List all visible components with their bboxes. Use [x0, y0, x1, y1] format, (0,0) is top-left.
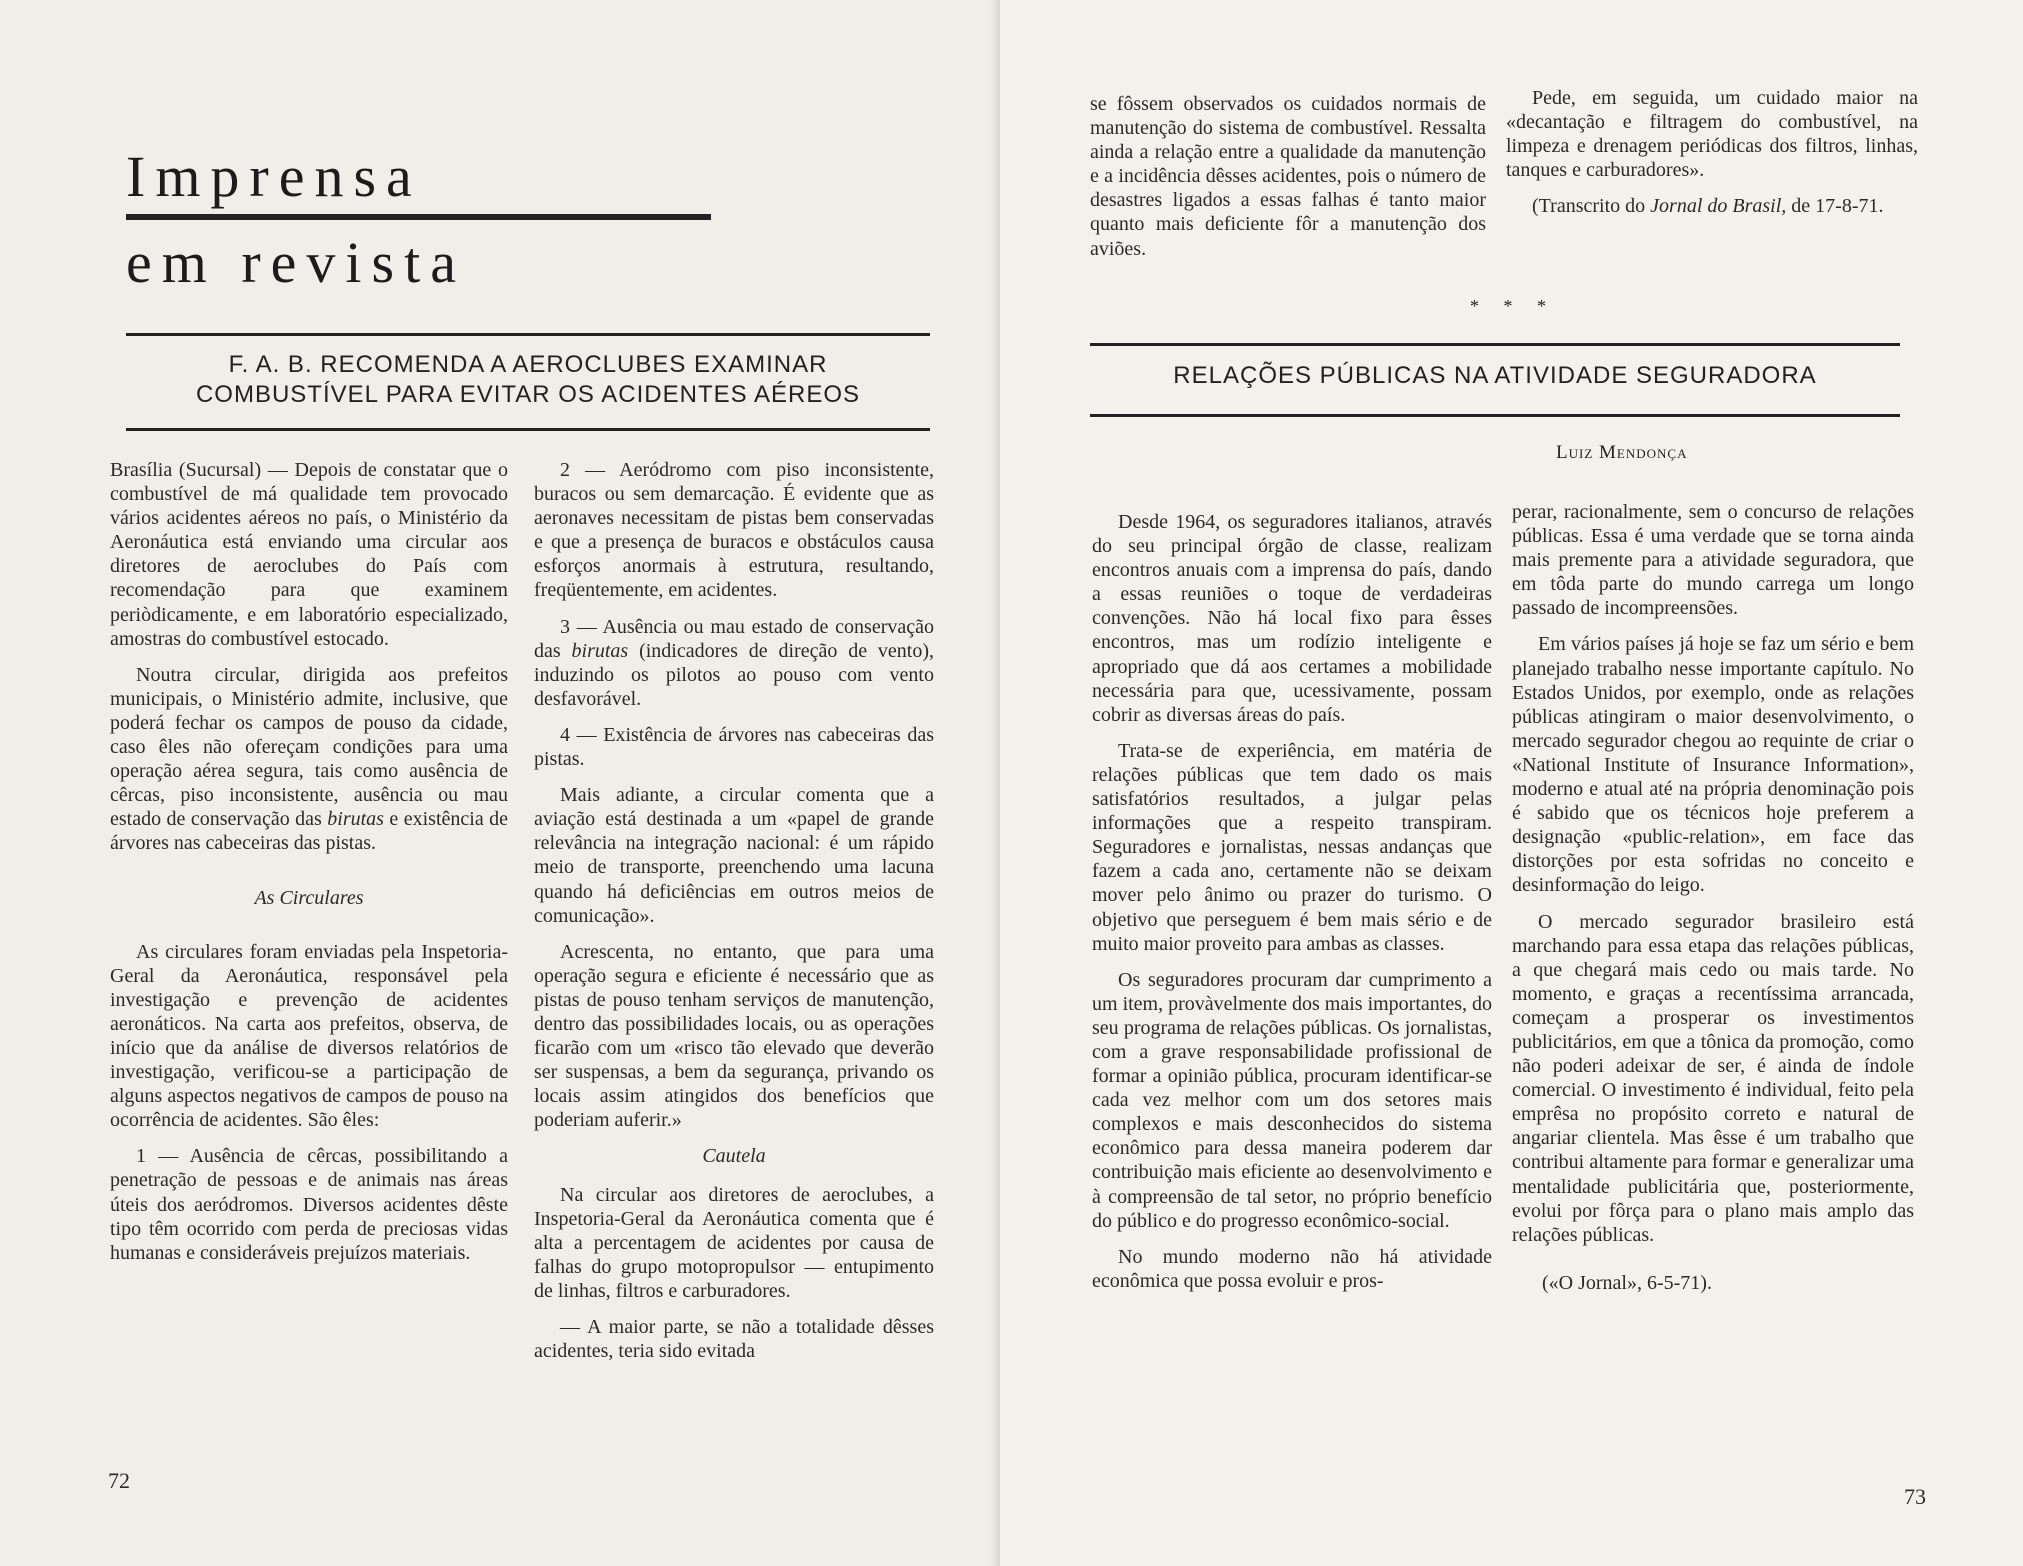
source-credit: («O Jornal», 6-5-71). — [1542, 1271, 1712, 1294]
paragraph: Pede, em seguida, um cuidado maior na «decantação e filtragem do combustível, na limpeza e drenagem periódicas dos filtros, linhas, tanques e carburadores». — [1506, 87, 1918, 182]
paragraph: 4 — Existência de árvores nas cabeceiras das pistas. — [534, 723, 934, 771]
masthead-rule — [126, 214, 711, 220]
left-headline-line1: F. A. B. RECOMENDA A AEROCLUBES EXAMINAR — [228, 351, 828, 378]
headline-bottom-rule — [126, 428, 930, 431]
subheading: Cautela — [702, 1145, 766, 1168]
subheading: As Circulares — [254, 886, 364, 909]
paragraph: Desde 1964, os seguradores italianos, através do seu principal órgão de classe, realizam encontros anuais com a imprensa do país, dando a essas reuniões o toque de verdadeiras convenções. Não há local fixo para êsses encontros, mas um rodízio inteligente e apropriado que dá aos certames a mobilidade necessária para que, ucessivamente, possam cobrir as diversas áreas do país. — [1092, 511, 1492, 726]
paragraph: Em vários países já hoje se faz um sério e bem planejado trabalho nesse importante capítulo. No Estados Unidos, por exemplo, onde as relações públicas atingiram o maior desenvolvimento, o mercado segurador chegou ao requinte de criar o «National Institute of Insurance Information», moderno e atual até na própria denominação pois é sabido que os técnicos hoje preferem a designação «public-relation», em face das distorções por esta sofridas no conceito e desinformação do leigo. — [1512, 633, 1914, 897]
paragraph: Mais adiante, a circular comenta que a aviação está destinada a um «papel de grande relevância na integração nacional: é um rápido meio de transporte, preenchendo uma lacuna quando há deficiências em outros meios de comunicação». — [534, 784, 934, 927]
source-credit: (Transcrito do Jornal do Brasil, de 17-8-71. — [1532, 195, 1884, 218]
right-top-column-1 — [1090, 92, 1486, 273]
paragraph: Noutra circular, dirigida aos prefeitos municipais, o Ministério admite, inclusive, que poderá fechar os campos de pouso da cidade, caso êles não ofereçam condições para uma operação aérea segura, tais como ausência de cêrcas, piso inconsistente, ausência ou mau estado de conservação das birutas e existência de árvores nas cabeceiras das pistas. — [110, 663, 509, 855]
right-page — [1000, 0, 2023, 1566]
section-separator-stars: * * * — [1470, 296, 1556, 316]
left-headline — [126, 350, 930, 410]
paragraph: O mercado segurador brasileiro está marchando para essa etapa das relações públicas, a que chegará mais cedo ou mais tarde. No momento, e graças a recentíssima arrancada, começam a prosperar os investimentos publicitários, em que a tônica da promoção, como não poderi adeixar de ser, é ainda de índole comercial. O investimento é individual, feito pela emprêsa no propósito correto e natural de angariar clientela. Mas êsse é um trabalho que contribui altamente para formar e generalizar uma mentalidade publicitária que, posteriormente, evolui por fôrça para o plano mais amplo das relações públicas. — [1512, 910, 1914, 1246]
paragraph: 1 — Ausência de cêrcas, possibilitando a penetração de pessoas e de animais nas áreas úteis dos aeródromos. Diversos acidentes dêste tipo têm ocorrido com perda de preciosas vidas humanas e consideráveis prejuízos materiais. — [110, 1145, 508, 1264]
left-page — [0, 0, 1000, 1566]
author-byline: Luiz Mendonça — [1556, 442, 1688, 463]
section-title-line1: Imprensa — [126, 144, 422, 209]
right-headline: RELAÇÕES PÚBLICAS NA ATIVIDADE SEGURADORA — [1173, 362, 1817, 389]
headline-bottom-rule — [1090, 414, 1900, 417]
page-number-left: 72 — [108, 1468, 130, 1493]
paragraph: — A maior parte, se não a totalidade dêsses acidentes, teria sido evitada — [534, 1316, 934, 1363]
left-headline-line2: COMBUSTÍVEL PARA EVITAR OS ACIDENTES AÉREOS — [195, 381, 861, 408]
right-column-2 — [1512, 500, 1914, 1307]
paragraph: Brasília (Sucursal) — Depois de constatar que o combustível de má qualidade tem provocado vários acidentes aéreos no país, o Ministério da Aeronáutica está enviando uma circular aos diretores de aeroclubes do País com recomendação para que examinem periòdicamente, e em laboratório especializado, amostras do combustível estocado. — [110, 459, 508, 650]
paragraph: Acrescenta, no entanto, que para uma operação segura e eficiente é necessário que as pistas de pouso tenham serviços de manutenção, dentro das possibilidades locais, ou as operações ficarão com um «risco tão elevado que deverão ser suspensas, a bem da segurança, privando os locais assim atingidos dos benefícios que poderiam auferir.» — [534, 940, 934, 1132]
paragraph: As circulares foram enviadas pela Inspetoria-Geral da Aeronáutica, responsável pela investigação e prevenção de acidentes aeronáticos. Na carta aos prefeitos, observa, de início que da análise de diversos relatórios de investigação, verificou-se a participação de alguns aspectos negativos de campos de pouso na ocorrência de acidentes. São êles: — [110, 940, 508, 1132]
paragraph: Trata-se de experiência, em matéria de relações públicas que tem dado os mais satisfatórios resultados, a julgar pelas informações que a respeito transpiram. Seguradores e jornalistas, nessas andanças que fazem a cada ano, certamente não se deixam mover pelo ânimo ou prazer do turismo. O objetivo que perseguem é bem mais sério e de muito maior proveito para ambas as classes. — [1092, 739, 1492, 955]
page-number-right: 73 — [1904, 1484, 1926, 1509]
section-masthead — [126, 142, 716, 298]
paragraph: 3 — Ausência ou mau estado de conservação das birutas (indicadores de direção de vento), induzindo os pilotos ao pouso com vento desfavorável. — [534, 615, 935, 710]
headline-top-rule — [126, 333, 930, 336]
left-column-2 — [534, 458, 934, 1375]
paragraph: se fôssem observados os cuidados normais de manutenção do sistema de combustível. Ressalta ainda a relação entre a qualidade da manutenção e a incidência dêsses acidentes, pois o número de desastres ligados a essas falhas é tanto maior quanto mais deficiente fôr a manutenção dos aviões. — [1090, 93, 1486, 260]
paragraph: No mundo moderno não há atividade econômica que possa evoluir e pros- — [1092, 1245, 1492, 1292]
right-column-1 — [1092, 510, 1492, 1305]
paragraph: Os seguradores procuram dar cumprimento a um item, provàvelmente dos mais importantes, do seu programa de relações públicas. Os jornalistas, com a grave responsabilidade profissional de formar a opinião pública, procuram identificar-se cada vez melhor com um dos setores mais complexos e mais desconhecidos do sistema econômico para dessa maneira poderem dar contribuição mais eficiente ao desenvolvimento e à compreensão de tal setor, no próprio benefício do público e do progresso econômico-social. — [1092, 968, 1492, 1232]
headline-top-rule — [1090, 343, 1900, 346]
paragraph: 2 — Aeródromo com piso inconsistente, buracos ou sem demarcação. É evidente que as aeronaves necessitam de pistas bem conservadas e que a presença de buracos e obstáculos causa esforços anormais à estrutura, resultando, freqüentemente, em acidentes. — [534, 459, 934, 602]
paragraph: perar, racionalmente, sem o concurso de relações públicas. Essa é uma verdade que se torna ainda mais premente para a atividade seguradora, que em tôda parte do mundo carrega um longo passado de incompreensões. — [1512, 501, 1914, 620]
right-top-column-2 — [1506, 86, 1918, 230]
paragraph: Na circular aos diretores de aeroclubes, a Inspetoria-Geral da Aeronáutica comenta que é alta a percentagem de acidentes por causa de falhas do grupo motopropulsor — entupimento de linhas, filtros e carburadores. — [534, 1183, 934, 1302]
left-column-1 — [110, 458, 508, 1277]
section-title-line2: em revista — [126, 230, 466, 295]
